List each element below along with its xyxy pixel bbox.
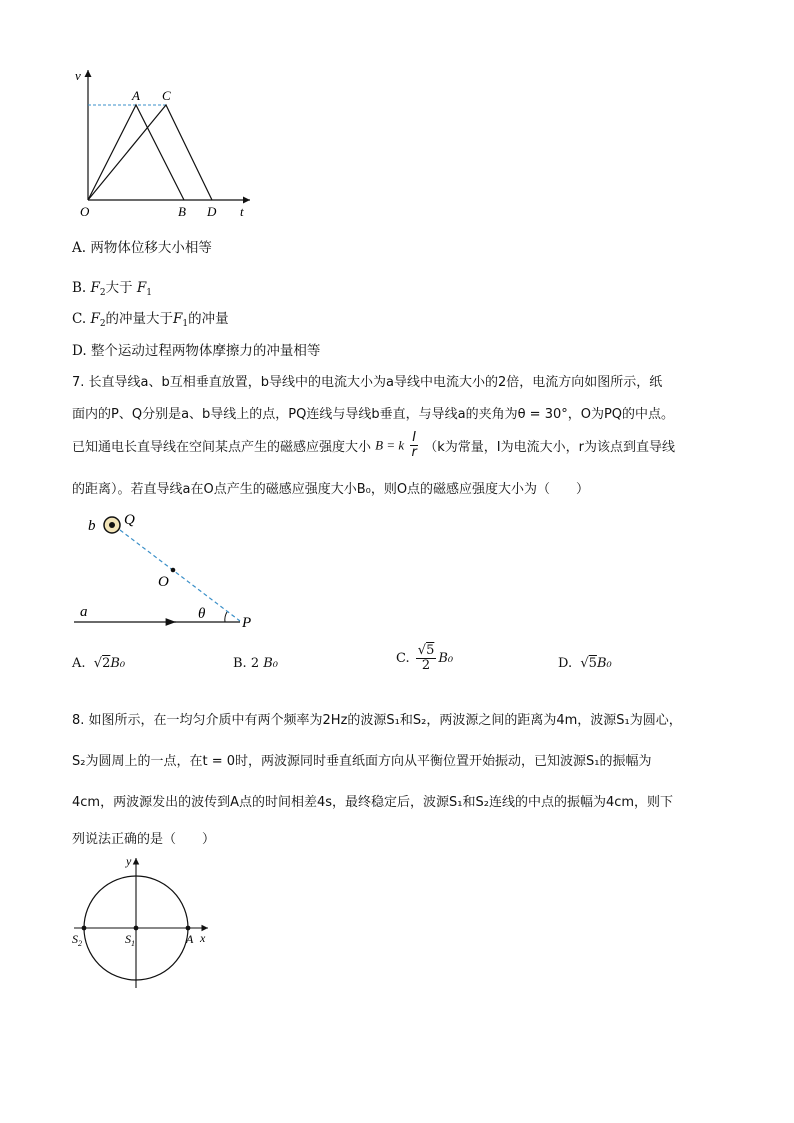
q7-line-2: 面内的P、Q分别是a、b导线上的点，PQ连线与导线b垂直，与导线a的夹角为θ = 30°，O为PQ的中点。	[72, 407, 675, 422]
wire-figure	[70, 508, 270, 633]
label-Q: Q	[124, 512, 135, 528]
point-S2	[82, 926, 87, 931]
q8-line-1: 8. 如图所示，在一均匀介质中有两个频率为2Hz的波源S₁和S₂，两波源之间的距离为4m，波源S₁为圆心，	[72, 713, 682, 728]
point-A	[186, 926, 191, 931]
q7-option-c: C. $\frac{√5}{2}$ B₀	[396, 643, 454, 673]
label-P: P	[242, 615, 252, 631]
line-OAB	[88, 105, 184, 200]
label-y: y	[126, 854, 132, 868]
label-a: a	[80, 604, 88, 620]
q7-option-d: D. √5B₀	[558, 656, 612, 671]
label-t: t	[240, 204, 244, 219]
label-C: C	[162, 88, 171, 103]
q7-option-b: B. 2 B₀	[233, 656, 279, 671]
q6-option-b: B. $F_2$大于 $F_1$	[72, 280, 153, 298]
q6-option-c: C. $F_2$的冲量大于$F_1$的冲量	[72, 311, 229, 329]
q7-option-a: A. √2B₀	[72, 656, 126, 671]
label-O: O	[80, 204, 90, 219]
label-O: O	[158, 574, 169, 590]
point-S1	[134, 926, 139, 931]
q7-line-1: 7. 长直导线a、b互相垂直放置，b导线中的电流大小为a导线中电流大小的2倍，电流方向如图所示，纸	[72, 375, 663, 390]
theta-arc	[225, 612, 227, 622]
label-D: D	[207, 204, 217, 219]
q6-option-a: A. 两物体位移大小相等	[72, 240, 212, 256]
line-OCD	[88, 105, 212, 200]
label-x: x	[200, 931, 206, 945]
vt-graph	[70, 62, 260, 222]
formula-fraction: $\frac{I}{r}$	[411, 430, 417, 460]
label-b: b	[88, 518, 96, 534]
point-O	[171, 568, 176, 573]
label-B: B	[178, 204, 186, 219]
q7-line-3: 已知通电长直导线在空间某点产生的磁感应强度大小 B = k $\frac{I}{r}$ （k为常量，I为电流大小，r为该点到直导线	[72, 430, 675, 460]
label-A: A	[132, 88, 140, 103]
q8-line-2: S₂为圆周上的一点，在t = 0时，两波源同时垂直纸面方向从平衡位置开始振动，已知波源S₁的振幅为	[72, 754, 652, 769]
label-theta: θ	[198, 606, 206, 622]
q8-line-3: 4cm，两波源发出的波传到A点的时间相差4s，最终稳定后，波源S₁和S₂连线的中点的振幅为4cm，则下	[72, 795, 674, 810]
label-A: A	[186, 932, 194, 946]
dashed-PQ	[120, 530, 240, 621]
wire-b-dot	[109, 522, 115, 528]
q7-line-4: 的距离）。若直导线a在O点产生的磁感应强度大小B₀，则O点的磁感应强度大小为（ ）	[72, 482, 590, 497]
label-v: v	[75, 68, 81, 83]
label-S2: $S_2$	[72, 932, 82, 948]
label-S1: $S_1$	[125, 932, 135, 948]
q6-option-d: D. 整个运动过程两物体摩擦力的冲量相等	[72, 343, 321, 359]
circle-figure	[68, 852, 228, 997]
q8-line-4: 列说法正确的是（ ）	[72, 832, 216, 847]
